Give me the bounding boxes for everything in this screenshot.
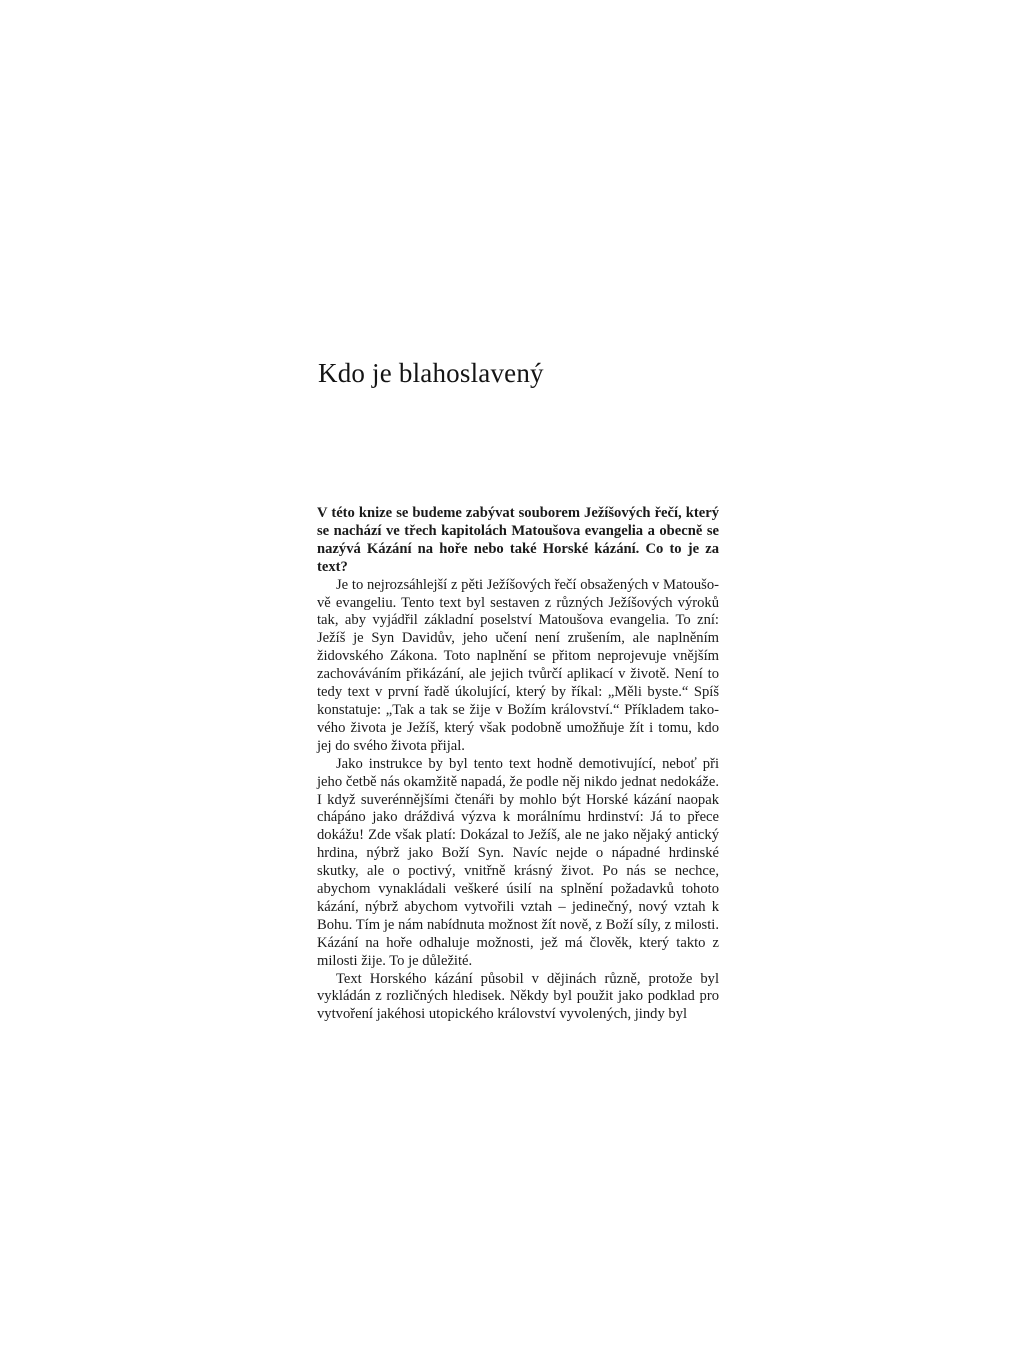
chapter-title: Kdo je blahoslavený <box>318 358 544 388</box>
body-paragraph: Jako instrukce by byl tento text hodně demotivující, neboť při jeho četbě nás okamžitě napadá, že podle něj nikdo jednat nedokáže. I když suverénnějšími čtenáři by mohlo být Horské kázání naopak chápáno jako dráždivá výzva k morálnímu hrdinství: Já to přece dokážu! Zde však platí: Dokázal to Ježíš, ale ne jako nějaký antický hrdina, nýbrž jako Boží Syn. Navíc nejde o nápadné hrdinské skutky, ale o poctivý, vnitřně krásný život. Po nás se nechce, abychom vynakládali veškeré úsilí na splnění požadavků tohoto kázání, nýbrž abychom vytvořili vztah – jedinečný, nový vztah k Bohu. Tím je nám nabídnuta možnost žít nově, z Boží síly, z milosti. Kázání na hoře odhaluje možnosti, jež má člověk, který takto z milosti žije. To je důležité. <box>317 755 719 969</box>
body-paragraph: Je to nejrozsáhlejší z pěti Ježíšových řečí obsažených v Matoušově evangeliu. Tento text byl sestaven z různých Ježíšových výroků tak, aby vyjádřil základní poselství Matoušova evangelia. To zní: Ježíš je Syn Davidův, jeho učení není zrušením, ale naplněním židovského Zákona. Toto naplnění se přitom neprojevuje vnějším zachováváním přikázání, ale jejich tvůrčí aplikací v životě. Není to tedy text v první řadě úkolující, který by říkal: „Měli byste.“ Spíš konstatuje: „Tak a tak se žije v Božím království.“ Příkladem takového života je Ježíš, který však podobně umožňuje žít i tomu, kdo jej do svého života přijal. <box>317 576 719 754</box>
lead-paragraph: V této knize se budeme zabývat souborem Ježíšových řečí, který se nachází ve třech kapitolách Matoušova evangelia a obecně se nazývá Kázání na hoře nebo také Horské kázání. Co to je za text? <box>317 505 719 575</box>
chapter-body <box>317 505 719 1024</box>
body-paragraph: Text Horského kázání působil v dějinách různě, protože byl vykládán z rozličných hledisek. Někdy byl použit jako podklad pro vytvoření jakéhosi utopického království vyvolených, jindy byl <box>317 970 719 1023</box>
